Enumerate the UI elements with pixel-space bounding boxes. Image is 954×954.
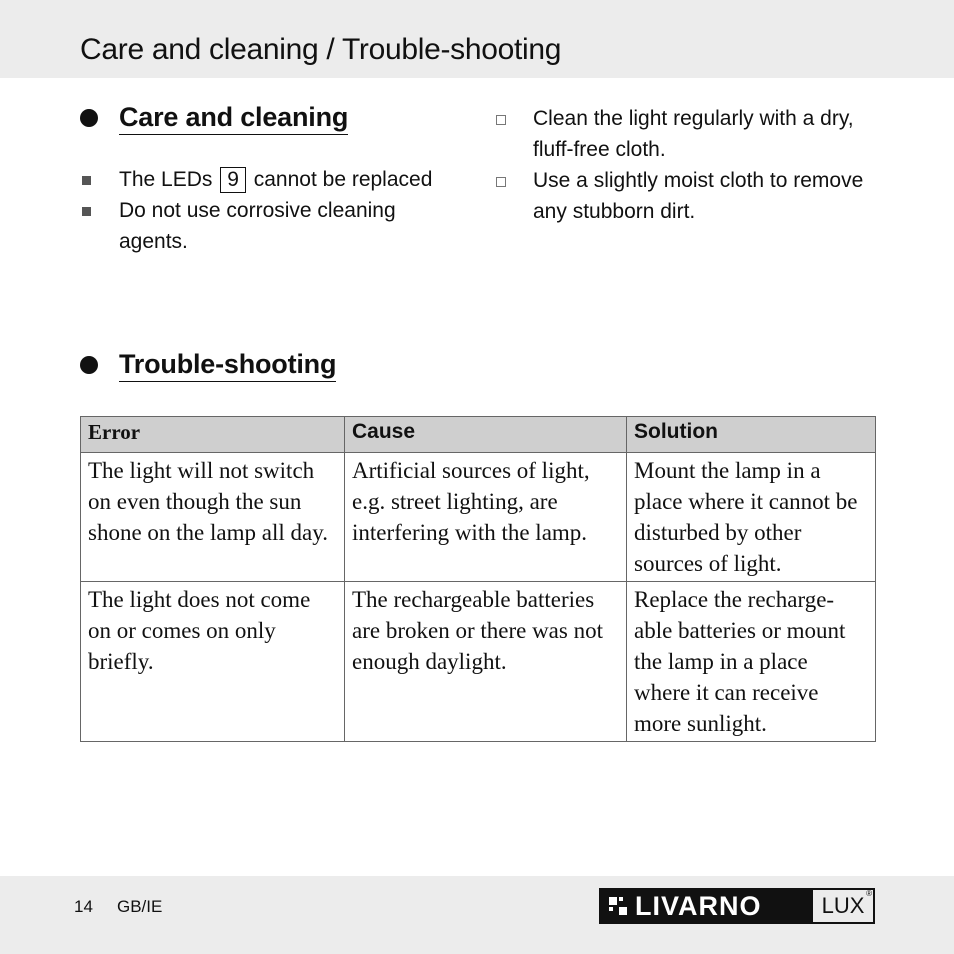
cell-cause: Artificial sources of light, e.g. street lighting, are interfering with the lamp. bbox=[345, 453, 627, 582]
care-section-heading bbox=[80, 101, 348, 135]
cell-solution: Replace the recharge-able batteries or mount the lamp in a place where it can receive more sunlight. bbox=[627, 582, 876, 742]
list-item bbox=[80, 164, 450, 195]
page-number: 14 bbox=[74, 897, 93, 916]
list-item bbox=[494, 103, 886, 165]
registered-mark: ® bbox=[866, 889, 872, 898]
table-row bbox=[81, 582, 876, 742]
care-left-list bbox=[80, 164, 450, 257]
cell-error: The light does not come on or comes on only briefly. bbox=[81, 582, 345, 742]
cell-solution: Mount the lamp in a place where it cannot be disturbed by other sources of light. bbox=[627, 453, 876, 582]
trouble-section-heading bbox=[80, 348, 336, 382]
list-item bbox=[494, 165, 886, 227]
checkbox-square-icon bbox=[496, 177, 506, 187]
list-item-text: cannot be replaced bbox=[253, 168, 433, 191]
cell-cause: The rechargeable batteries are broken or there was not enough daylight. bbox=[345, 582, 627, 742]
list-item bbox=[80, 195, 450, 257]
logo-squares-icon bbox=[609, 897, 627, 915]
troubleshooting-table bbox=[80, 416, 876, 742]
column-header-cause: Cause bbox=[345, 417, 627, 453]
brand-logo bbox=[599, 888, 875, 924]
checkbox-square-icon bbox=[496, 115, 506, 125]
square-bullet-icon bbox=[82, 207, 91, 216]
list-item-text: Use a slightly moist cloth to remove any stubborn dirt. bbox=[533, 169, 864, 223]
heading-bullet-icon bbox=[80, 109, 98, 127]
page-title: Care and cleaning / Trouble-shooting bbox=[80, 33, 562, 66]
column-header-solution: Solution bbox=[627, 417, 876, 453]
table-row bbox=[81, 453, 876, 582]
logo-wordmark: LIVARNO bbox=[635, 891, 762, 921]
care-right-list bbox=[494, 103, 886, 227]
logo-sub-text: LUX bbox=[821, 893, 865, 918]
trouble-heading-text: Trouble-shooting bbox=[119, 348, 336, 382]
list-item-text: Do not use corrosive cleaning agents. bbox=[119, 199, 396, 253]
care-heading-text: Care and cleaning bbox=[119, 101, 348, 135]
reference-number-box: 9 bbox=[220, 167, 246, 193]
column-header-error: Error bbox=[81, 417, 345, 453]
list-item-text: The LEDs bbox=[119, 168, 213, 191]
heading-bullet-icon bbox=[80, 356, 98, 374]
logo-sub-block bbox=[811, 888, 875, 924]
cell-error: The light will not switch on even though the sun shone on the lamp all day. bbox=[81, 453, 345, 582]
locale-label: GB/IE bbox=[117, 897, 163, 916]
square-bullet-icon bbox=[82, 176, 91, 185]
table-header-row bbox=[81, 417, 876, 453]
logo-main-block bbox=[599, 888, 811, 924]
list-item-text: Clean the light regularly with a dry, fluff-free cloth. bbox=[533, 107, 854, 161]
